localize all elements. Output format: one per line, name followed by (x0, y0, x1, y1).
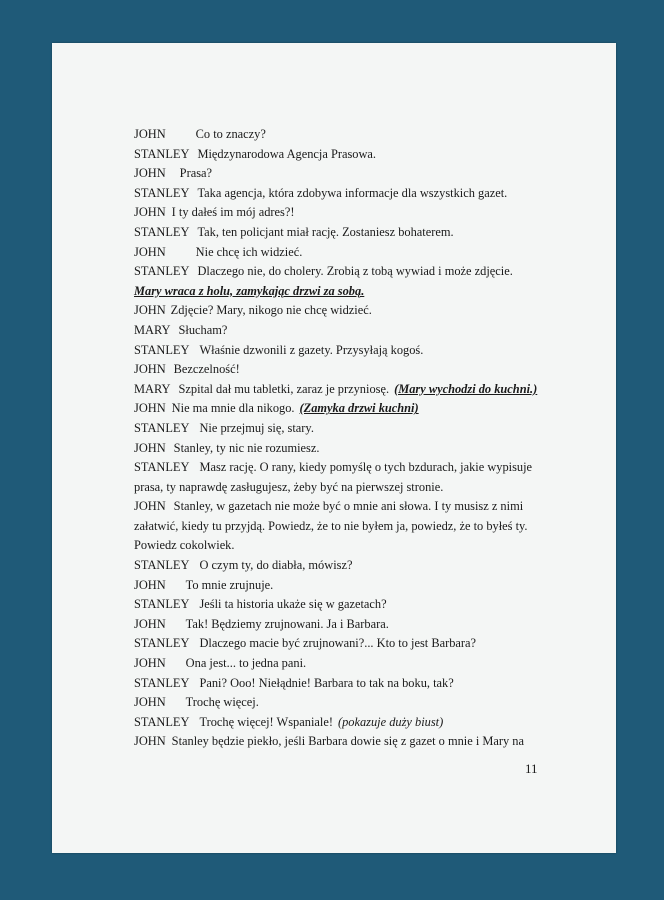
line-text: Prasa? (179, 166, 213, 181)
dialogue-line (134, 693, 574, 713)
speaker-name: JOHN (134, 577, 166, 592)
page-number: 11 (525, 761, 538, 776)
dialogue-line (134, 223, 574, 243)
line-text: Tak! Będziemy zrujnowani. Ja i Barbara. (185, 616, 389, 631)
speaker-name: JOHN (134, 205, 166, 220)
line-text: Masz rację. O rany, kiedy pomyślę o tych bzdurach, jakie wypisuje (199, 460, 533, 475)
line-text: To mnie zrujnuje. (185, 577, 274, 592)
line-text: Stanley będzie piekło, jeśli Barbara dowie się z gazet o mnie i Mary na (171, 734, 524, 749)
line-text: Zdjęcie? Mary, nikogo nie chcę widzieć. (170, 303, 372, 318)
dialogue-line (134, 595, 574, 615)
speaker-name: STANLEY (134, 264, 190, 279)
speaker-name: STANLEY (134, 558, 190, 573)
dialogue-line (134, 634, 574, 654)
script-page (52, 43, 616, 853)
speaker-name: JOHN (134, 440, 166, 455)
parenthetical: (pokazuje duży biust) (337, 714, 444, 729)
dialogue-line (134, 556, 574, 576)
dialogue-line (134, 615, 574, 635)
dialogue-line (134, 458, 574, 478)
dialogue-line (134, 399, 574, 419)
dialogue-line (134, 184, 574, 204)
dialogue-line (134, 262, 574, 282)
line-text: Właśnie dzwonili z gazety. Przysyłają kogoś. (199, 342, 424, 357)
line-text: Pani? Ooo! Niełądnie! Barbara to tak na boku, tak? (199, 675, 454, 690)
speaker-name: STANLEY (134, 146, 190, 161)
dialogue-line (134, 301, 574, 321)
line-text: prasa, ty naprawdę zasługujesz, żeby być na pierwszej stronie. (134, 479, 444, 494)
speaker-name: STANLEY (134, 636, 190, 651)
dialogue-line (134, 713, 574, 733)
dialogue-line (134, 419, 574, 439)
speaker-name: STANLEY (134, 675, 190, 690)
speaker-name: STANLEY (134, 342, 190, 357)
dialogue-line (134, 203, 574, 223)
dialogue-line (134, 125, 574, 145)
speaker-name: STANLEY (134, 185, 190, 200)
speaker-name: JOHN (134, 362, 166, 377)
speaker-name: JOHN (134, 303, 166, 318)
dialogue-line (134, 360, 574, 380)
speaker-name: STANLEY (134, 420, 190, 435)
speaker-name: JOHN (134, 401, 166, 416)
dialogue-line (134, 497, 574, 517)
line-text: Słucham? (178, 322, 228, 337)
line-text: Powiedz cokolwiek. (134, 538, 235, 553)
speaker-name: JOHN (134, 656, 166, 671)
stage-direction: (Zamyka drzwi kuchni) (299, 401, 419, 416)
line-text: Stanley, ty nic nie rozumiesz. (173, 440, 320, 455)
line-text: Szpital dał mu tabletki, zaraz je przyniosę. (178, 381, 390, 396)
line-text: załatwić, kiedy tu przyjdą. Powiedz, że to nie byłem ja, powiedz, że to byłeś ty. (134, 518, 528, 533)
dialogue-line (134, 380, 574, 400)
line-text: Stanley, w gazetach nie może być o mnie ani słowa. I ty musisz z nimi (173, 499, 524, 514)
line-text: Nie ma mnie dla nikogo. (171, 401, 295, 416)
speaker-name: JOHN (134, 127, 166, 141)
dialogue-line (134, 439, 574, 459)
dialogue-line (134, 674, 574, 694)
dialogue-line (134, 732, 574, 752)
line-text: Taka agencja, która zdobywa informacje dla wszystkich gazet. (197, 185, 508, 200)
line-text: Dlaczego macie być zrujnowani?... Kto to jest Barbara? (199, 636, 477, 651)
line-text: Bezczelność! (173, 362, 240, 377)
speaker-name: STANLEY (134, 714, 190, 729)
line-text: Nie chcę ich widzieć. (195, 244, 303, 259)
line-text: O czym ty, do diabła, mówisz? (199, 558, 353, 573)
dialogue-line (134, 576, 574, 596)
dialogue-line (134, 164, 574, 184)
speaker-name: STANLEY (134, 597, 190, 612)
speaker-name: JOHN (134, 734, 166, 749)
speaker-name: JOHN (134, 166, 166, 181)
line-text: Nie przejmuj się, stary. (199, 420, 314, 435)
stage-direction: Mary wraca z holu, zamykając drzwi za sobą. (134, 283, 365, 298)
speaker-name: JOHN (134, 616, 166, 631)
continuation-line (134, 478, 574, 498)
speaker-name: JOHN (134, 244, 166, 259)
line-text: Trochę więcej! Wspaniale! (199, 714, 333, 729)
line-text: Ona jest... to jedna pani. (185, 656, 307, 671)
line-text: Trochę więcej. (185, 695, 259, 710)
line-text: Jeśli ta historia ukaże się w gazetach? (199, 597, 387, 612)
dialogue-line (134, 341, 574, 361)
dialogue-line (134, 654, 574, 674)
dialogue-line (134, 145, 574, 165)
speaker-name: JOHN (134, 499, 166, 514)
stage-direction: (Mary wychodzi do kuchni.) (394, 381, 538, 396)
line-text: Tak, ten policjant miał rację. Zostaniesz bohaterem. (197, 224, 454, 239)
line-text: Co to znaczy? (195, 127, 266, 141)
continuation-line (134, 517, 574, 537)
line-text: Dlaczego nie, do cholery. Zrobią z tobą wywiad i może zdjęcie. (197, 264, 513, 279)
line-text: Międzynarodowa Agencja Prasowa. (197, 146, 377, 161)
dialogue-lines (134, 125, 574, 752)
dialogue-line (134, 243, 574, 263)
stage-direction-line (134, 282, 574, 302)
speaker-name: JOHN (134, 695, 166, 710)
speaker-name: MARY (134, 381, 171, 396)
dialogue-line (134, 321, 574, 341)
continuation-line (134, 536, 574, 556)
speaker-name: STANLEY (134, 460, 190, 475)
line-text: I ty dałeś im mój adres?! (171, 205, 295, 220)
speaker-name: STANLEY (134, 224, 190, 239)
speaker-name: MARY (134, 322, 171, 337)
